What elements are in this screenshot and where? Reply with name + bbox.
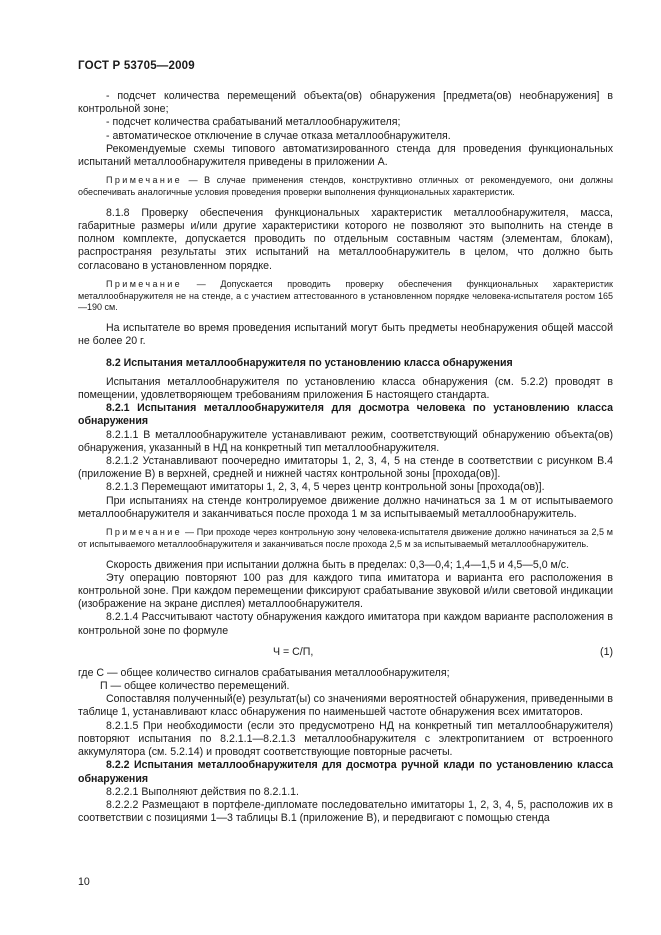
document-body [78, 90, 613, 825]
document-header: ГОСТ Р 53705—2009 [78, 60, 195, 72]
paragraph: Испытания металлообнаружителя по установлению класса обнаружения (см. 5.2.2) проводят в помещении, удовлетворяющем требованиям приложения Б настоящего стандарта. [78, 375, 613, 402]
definition: где С — общее количество сигналов срабатывания металлообнаружителя; [78, 666, 450, 679]
note-text: — Допускается проводить проверку обеспечения функциональных характеристик металлообнаружителя не на стенде, а с участием аттестованного в установленном порядке человека-испытателя ростом 165—190 см. [78, 278, 613, 313]
section-heading: 8.2.2 Испытания металлообнаружителя для досмотра ручной клади по установлению класса обнаружения [78, 759, 613, 785]
paragraph: 8.2.2.1 Выполняют действия по 8.2.1.1. [106, 785, 299, 798]
section-heading: 8.2 Испытания металлообнаружителя по установлению класса обнаружения [106, 356, 513, 369]
formula-line [78, 646, 613, 661]
note-label: Примечание [106, 278, 183, 289]
paragraph: - автоматическое отключение в случае отказа металлообнаружителя. [106, 129, 451, 142]
note-text: — В случае применения стендов, конструктивно отличных от рекомендуемого, они должны обеспечивать аналогичные условия проведения проверки выполнения функциональных характеристик. [78, 175, 613, 198]
paragraph: 8.2.1.4 Рассчитывают частоту обнаружения каждого имитатора при каждом варианте расположения в контрольной зоне по формуле [78, 611, 613, 637]
paragraph: При испытаниях на стенде контролируемое движение должно начинаться за 1 м от испытываемого металлообнаружителя и заканчиваться после прохода 1 м за испытываемый металлообнаружитель. [78, 494, 613, 520]
note-label: Примечание [106, 527, 183, 538]
paragraph: Эту операцию повторяют 100 раз для каждого типа имитатора и варианта его расположения в контрольной зоне. При каждом перемещении фиксируют срабатывание звуковой и/или световой индикации (изображение на экране дисплея) металлообнаружителя. [78, 571, 613, 611]
document-page [78, 0, 613, 935]
paragraph: - подсчет количества срабатываний металлообнаружителя; [106, 116, 401, 129]
note [78, 279, 613, 314]
formula-number: (1) [600, 645, 613, 658]
note-text: — При проходе через контрольную зону человека-испытателя движение должно начинаться за 2,5 м от испытываемого металлообнаружителя и заканчиваться после прохода 2,5 м за испытываемый металлообнаружитель. [78, 527, 613, 549]
formula: Ч = С/П, [273, 645, 314, 658]
paragraph: На испытателе во время проведения испытаний могут быть предметы необнаружения общей массой не более 20 г. [78, 322, 613, 348]
paragraph: Скорость движения при испытании должна быть в пределах: 0,3—0,4; 1,4—1,5 и 4,5—5,0 м/с. [106, 558, 570, 571]
definition: П — общее количество перемещений. [100, 680, 290, 693]
page-number: 10 [78, 876, 90, 888]
paragraph: 8.2.1.5 При необходимости (если это предусмотрено НД на конкретный тип металлообнаружителя) повторяют испытания по 8.2.1.1—8.2.1.3 металлообнаружителя с электропитанием от встроенного аккумулятора (см. 5.2.14) и проводят соответствующие повторные расчеты. [78, 719, 613, 759]
section-heading: 8.2.1 Испытания металлообнаружителя для досмотра человека по установлению класса обнаружения [78, 402, 613, 428]
note [78, 175, 613, 199]
paragraph: 8.2.1.2 Устанавливают поочередно имитаторы 1, 2, 3, 4, 5 на стенде в соответствии с рисунком В.4 (приложение В) в верхней, средней и нижней частях контрольной зоны [прохода(ов)]. [78, 455, 613, 481]
paragraph: 8.1.8 Проверку обеспечения функциональных характеристик металлообнаружителя, масса, габаритные размеры и/или другие характеристики которого не позволяют это выполнить на стенде в полном комплекте, допускается проводить по отдельным составным частям (элементам, блокам), распространяя результаты этих испытаний на металлообнаружитель в целом, что должно быть согласовано в установленном порядке. [78, 206, 613, 272]
paragraph: Сопоставляя полученный(е) результат(ы) со значениями вероятностей обнаружения, приведенными в таблице 1, устанавливают класс обнаружения по наименьшей частоте обнаружения всех имитаторов. [78, 693, 613, 719]
paragraph: 8.2.2.2 Размещают в портфеле-дипломате последовательно имитаторы 1, 2, 3, 4, 5, расположив их в соответствии с позициями 1—3 таблицы В.1 (приложение В), и передвигают с помощью стенда [78, 798, 613, 825]
note-label: Примечание [106, 175, 183, 186]
paragraph: 8.2.1.1 В металлообнаружителе устанавливают режим, соответствующий обнаружению объекта(ов) обнаружения, указанный в НД на конкретный тип металлообнаружителя. [78, 428, 613, 454]
paragraph: 8.2.1.3 Перемещают имитаторы 1, 2, 3, 4, 5 через центр контрольной зоны [прохода(ов)]. [106, 481, 545, 494]
paragraph: Рекомендуемые схемы типового автоматизированного стенда для проведения функциональных испытаний металлообнаружителя приведены в приложении А. [78, 142, 613, 169]
paragraph: - подсчет количества перемещений объекта(ов) обнаружения [предмета(ов) необнаружения] в контрольной зоне; [78, 90, 613, 116]
note [78, 527, 613, 551]
